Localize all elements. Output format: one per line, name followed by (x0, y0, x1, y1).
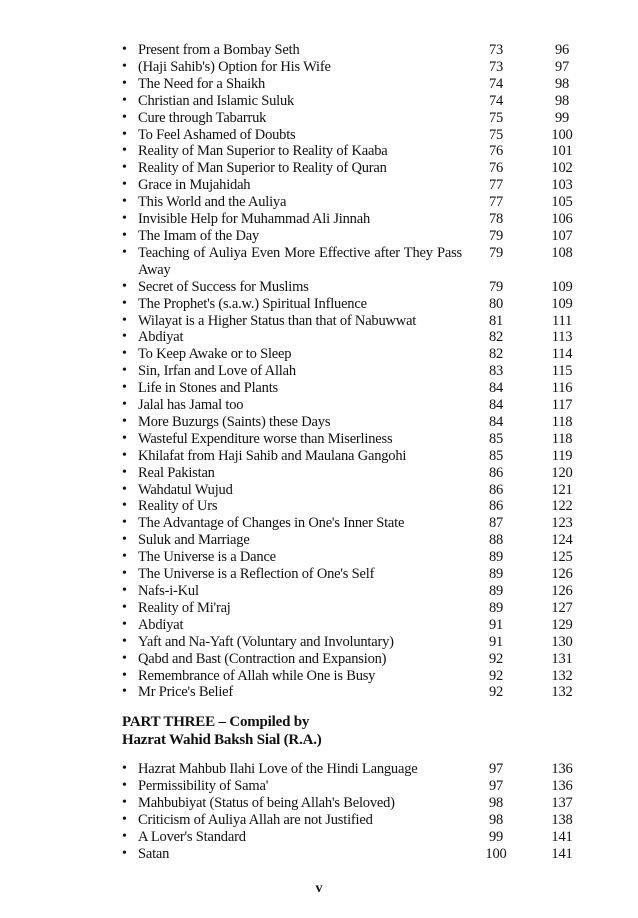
entry-page-number-first: 84 (488, 380, 504, 397)
contents-entry (122, 346, 582, 363)
contents-entry (122, 363, 582, 380)
entry-title: Permissibility of Sama' (138, 777, 269, 794)
entry-page-number-first: 92 (488, 667, 504, 684)
entry-page-number-second: 117 (551, 397, 573, 414)
entry-page-number-second: 132 (551, 667, 573, 684)
entry-title: The Imam of the Day (138, 227, 260, 244)
entry-page-number-first: 85 (488, 430, 504, 447)
entry-title: The Need for a Shaikh (138, 75, 266, 92)
contents-entry (122, 634, 582, 651)
entry-page-number-second: 113 (551, 329, 573, 346)
entry-page-number-second: 107 (551, 227, 573, 244)
bullet-icon: • (122, 295, 127, 311)
contents-entry (122, 194, 582, 211)
bullet-icon: • (122, 126, 127, 142)
contents-entry (122, 42, 582, 59)
bullet-icon: • (122, 194, 127, 210)
entry-page-number-second: 131 (551, 650, 573, 667)
entry-title: Satan (138, 845, 170, 862)
entry-title: A Lover's Standard (138, 828, 246, 845)
contents-entry (122, 515, 582, 532)
entry-page-number-first: 89 (488, 599, 504, 616)
bullet-icon: • (122, 583, 127, 598)
bullet-icon: • (122, 481, 127, 497)
entry-page-number-second: 126 (551, 583, 573, 599)
entry-page-number-first: 75 (488, 109, 504, 126)
bullet-icon: • (122, 363, 127, 379)
contents-entry (122, 110, 582, 127)
bullet-icon: • (122, 143, 127, 159)
entry-page-number-first: 79 (488, 227, 504, 244)
entry-page-number-second: 116 (551, 380, 573, 397)
entry-title: Criticism of Auliya Allah are not Justified (138, 811, 373, 828)
entry-title: Remembrance of Allah while One is Busy (138, 667, 376, 684)
bullet-icon: • (122, 532, 127, 548)
entry-page-number-second: 129 (551, 616, 573, 633)
entry-page-number-first: 86 (488, 498, 504, 515)
entry-title: Qabd and Bast (Contraction and Expansion) (138, 650, 387, 667)
bullet-icon: • (122, 566, 127, 582)
contents-entry (122, 600, 582, 617)
contents-entry (122, 127, 582, 144)
bullet-icon: • (122, 312, 127, 328)
entry-page-number-first: 75 (488, 126, 504, 143)
bullet-icon: • (122, 464, 127, 480)
entry-page-number-second: 125 (551, 549, 573, 566)
entry-page-number-first: 74 (488, 92, 504, 109)
entry-page-number-second: 138 (551, 811, 573, 828)
entry-page-number-first: 89 (488, 566, 504, 583)
entry-page-number-first: 77 (488, 177, 504, 194)
entry-page-number-first: 86 (488, 464, 504, 481)
contents-entry (122, 143, 582, 160)
entry-title: Christian and Islamic Suluk (138, 92, 295, 109)
entry-page-number-first: 100 (485, 845, 507, 862)
entry-page-number-second: 137 (551, 794, 573, 811)
entry-page-number-second: 121 (551, 481, 573, 498)
bullet-icon: • (122, 211, 127, 227)
entry-title: Life in Stones and Plants (138, 380, 278, 397)
bullet-icon: • (122, 633, 127, 649)
bullet-icon: • (122, 160, 127, 176)
entry-page-number-second: 108 (551, 244, 573, 261)
bullet-icon: • (122, 515, 127, 531)
bullet-icon: • (122, 777, 127, 793)
entry-page-number-second: 118 (551, 413, 573, 430)
entry-page-number-second: 109 (551, 278, 573, 295)
entry-title: To Feel Ashamed of Doubts (138, 126, 296, 143)
entry-page-number-first: 82 (488, 329, 504, 346)
bullet-icon: • (122, 599, 127, 615)
bullet-icon: • (122, 58, 127, 74)
contents-entry (122, 93, 582, 110)
contents-entry (122, 617, 582, 634)
entry-title: Khilafat from Haji Sahib and Maulana Gangohi (138, 447, 407, 464)
entry-title: More Buzurgs (Saints) these Days (138, 413, 331, 430)
entry-page-number-first: 91 (488, 616, 504, 633)
entry-page-number-second: 105 (551, 194, 573, 211)
contents-entry (122, 498, 582, 515)
entry-page-number-second: 124 (551, 532, 573, 549)
contents-entry (122, 684, 582, 701)
page-number: v (315, 881, 323, 896)
entry-title: Reality of Urs (138, 498, 218, 515)
bullet-icon: • (122, 380, 127, 396)
entry-page-number-second: 111 (551, 312, 573, 329)
entry-page-number-second: 101 (551, 143, 573, 160)
bullet-icon: • (122, 430, 127, 446)
bullet-icon: • (122, 397, 127, 413)
entry-title: The Universe is a Reflection of One's Self (138, 566, 375, 583)
entry-page-number-first: 84 (488, 397, 504, 414)
entry-title: Cure through Tabarruk (138, 109, 267, 126)
entry-title: Sin, Irfan and Love of Allah (138, 363, 296, 380)
entry-title: Secret of Success for Muslims (138, 278, 309, 295)
entry-page-number-second: 120 (551, 464, 573, 481)
bullet-icon: • (122, 42, 127, 57)
entry-title: Jalal has Jamal too (138, 397, 244, 414)
entry-page-number-first: 83 (488, 363, 504, 380)
bullet-icon: • (122, 684, 127, 700)
entry-title: Nafs-i-Kul (138, 583, 199, 599)
entry-title: Real Pakistan (138, 464, 215, 481)
bullet-icon: • (122, 109, 127, 125)
contents-entry (122, 414, 582, 431)
entry-page-number-second: 141 (551, 828, 573, 845)
entry-page-number-second: 99 (554, 109, 570, 126)
bullet-icon: • (122, 667, 127, 683)
entry-page-number-second: 96 (554, 42, 570, 58)
entry-page-number-second: 119 (551, 447, 573, 464)
contents-entry (122, 448, 582, 465)
section-heading-line-2: Hazrat Wahid Baksh Sial (R.A.) (122, 732, 322, 748)
entry-page-number-first: 97 (488, 777, 504, 794)
bullet-icon: • (122, 75, 127, 91)
entry-page-number-first: 89 (488, 549, 504, 566)
entry-page-number-second: 114 (551, 346, 573, 363)
entry-title: Teaching of Auliya Even More Effective after They Pass Away (138, 244, 462, 278)
entry-page-number-first: 79 (488, 278, 504, 295)
bullet-icon: • (122, 227, 127, 243)
bullet-icon: • (122, 346, 127, 362)
entry-page-number-second: 127 (551, 599, 573, 616)
bullet-icon: • (122, 828, 127, 844)
bullet-icon: • (122, 650, 127, 666)
entry-page-number-first: 82 (488, 346, 504, 363)
entry-title: Mahbubiyat (Status of being Allah's Beloved) (138, 794, 395, 811)
entry-page-number-first: 97 (488, 761, 504, 777)
bullet-icon: • (122, 329, 127, 345)
entry-page-number-second: 97 (554, 58, 570, 75)
contents-entry (122, 482, 582, 499)
bullet-icon: • (122, 845, 127, 861)
contents-entry (122, 160, 582, 177)
entry-title: Yaft and Na-Yaft (Voluntary and Involuntary) (138, 633, 394, 650)
entry-page-number-first: 87 (488, 515, 504, 532)
bullet-icon: • (122, 616, 127, 632)
entry-page-number-first: 88 (488, 532, 504, 549)
contents-entry (122, 329, 582, 346)
entry-title: Wahdatul Wujud (138, 481, 233, 498)
entry-page-number-first: 73 (488, 42, 504, 58)
entry-title: Wasteful Expenditure worse than Miserliness (138, 430, 393, 447)
entry-title: Grace in Mujahidah (138, 177, 251, 194)
entry-title: Hazrat Mahbub Ilahi Love of the Hindi Language (138, 761, 418, 777)
entry-page-number-first: 98 (488, 794, 504, 811)
entry-page-number-second: 98 (554, 75, 570, 92)
contents-entry (122, 829, 582, 846)
section-heading-line-1: PART THREE – Compiled by (122, 714, 310, 730)
contents-entry (122, 431, 582, 448)
bullet-icon: • (122, 447, 127, 463)
bullet-icon: • (122, 761, 127, 776)
entry-page-number-second: 141 (551, 845, 573, 862)
bullet-icon: • (122, 794, 127, 810)
entry-page-number-first: 84 (488, 413, 504, 430)
entry-title: This World and the Auliya (138, 194, 287, 211)
entry-page-number-first: 86 (488, 481, 504, 498)
bullet-icon: • (122, 177, 127, 193)
entry-page-number-second: 136 (551, 777, 573, 794)
entry-page-number-second: 118 (551, 430, 573, 447)
entry-page-number-second: 123 (551, 515, 573, 532)
entry-title: Wilayat is a Higher Status than that of Nabuwwat (138, 312, 417, 329)
section-heading (122, 713, 322, 749)
entry-page-number-second: 100 (551, 126, 573, 143)
contents-entry (122, 397, 582, 414)
entry-title: Abdiyat (138, 329, 184, 346)
entry-page-number-second: 109 (551, 295, 573, 312)
entry-title: The Advantage of Changes in One's Inner State (138, 515, 405, 532)
entry-page-number-first: 81 (488, 312, 504, 329)
contents-entry (122, 211, 582, 228)
entry-page-number-first: 91 (488, 633, 504, 650)
entry-page-number-first: 79 (488, 244, 504, 261)
contents-entry (122, 761, 582, 778)
entry-page-number-first: 74 (488, 75, 504, 92)
entry-page-number-first: 76 (488, 143, 504, 160)
bullet-icon: • (122, 413, 127, 429)
entry-page-number-first: 77 (488, 194, 504, 211)
entry-page-number-first: 85 (488, 447, 504, 464)
entry-page-number-second: 126 (551, 566, 573, 583)
entry-page-number-second: 98 (554, 92, 570, 109)
entry-page-number-second: 132 (551, 684, 573, 701)
contents-entry (122, 583, 582, 600)
entry-title: Reality of Mi'raj (138, 599, 231, 616)
entry-page-number-first: 76 (488, 160, 504, 177)
contents-entry (122, 549, 582, 566)
bullet-icon: • (122, 549, 127, 565)
contents-entry (122, 532, 582, 549)
entry-page-number-first: 98 (488, 811, 504, 828)
entry-page-number-first: 78 (488, 211, 504, 228)
entry-title: (Haji Sahib's) Option for His Wife (138, 58, 331, 75)
entry-page-number-second: 103 (551, 177, 573, 194)
contents-entry (122, 465, 582, 482)
contents-entry (122, 380, 582, 397)
contents-entry (122, 177, 582, 194)
entry-title: Abdiyat (138, 616, 184, 633)
contents-entry (122, 846, 582, 863)
entry-title: Invisible Help for Muhammad Ali Jinnah (138, 211, 371, 228)
entry-page-number-second: 102 (551, 160, 573, 177)
entry-page-number-first: 73 (488, 58, 504, 75)
contents-entry (122, 668, 582, 685)
contents-entry (122, 296, 582, 313)
entry-page-number-first: 92 (488, 650, 504, 667)
entry-title: To Keep Awake or to Sleep (138, 346, 292, 363)
entry-title: Suluk and Marriage (138, 532, 250, 549)
contents-entry (122, 812, 582, 829)
entry-page-number-first: 92 (488, 684, 504, 701)
contents-entry (122, 245, 582, 279)
contents-entry (122, 228, 582, 245)
entry-page-number-first: 80 (488, 295, 504, 312)
entry-page-number-first: 89 (488, 583, 504, 599)
contents-entry (122, 313, 582, 330)
entry-title: Present from a Bombay Seth (138, 42, 300, 58)
entry-title: The Prophet's (s.a.w.) Spiritual Influence (138, 295, 367, 312)
entry-title: Reality of Man Superior to Reality of Kaaba (138, 143, 388, 160)
entry-page-number-first: 99 (488, 828, 504, 845)
bullet-icon: • (122, 811, 127, 827)
entry-title: Mr Price's Belief (138, 684, 234, 701)
contents-entry (122, 795, 582, 812)
contents-entry (122, 566, 582, 583)
bullet-icon: • (122, 278, 127, 294)
entry-page-number-second: 106 (551, 211, 573, 228)
contents-entry (122, 279, 582, 296)
entry-page-number-second: 136 (551, 761, 573, 777)
contents-entry (122, 778, 582, 795)
contents-entry (122, 76, 582, 93)
bullet-icon: • (122, 498, 127, 514)
entry-page-number-second: 115 (551, 363, 573, 380)
entry-title: Reality of Man Superior to Reality of Quran (138, 160, 387, 177)
contents-entry (122, 651, 582, 668)
contents-list-part-three (122, 761, 582, 862)
contents-entry (122, 59, 582, 76)
contents-list-part-two (122, 42, 582, 701)
entry-page-number-second: 130 (551, 633, 573, 650)
bullet-icon: • (122, 244, 127, 260)
bullet-icon: • (122, 92, 127, 108)
entry-title: The Universe is a Dance (138, 549, 276, 566)
entry-page-number-second: 122 (551, 498, 573, 515)
